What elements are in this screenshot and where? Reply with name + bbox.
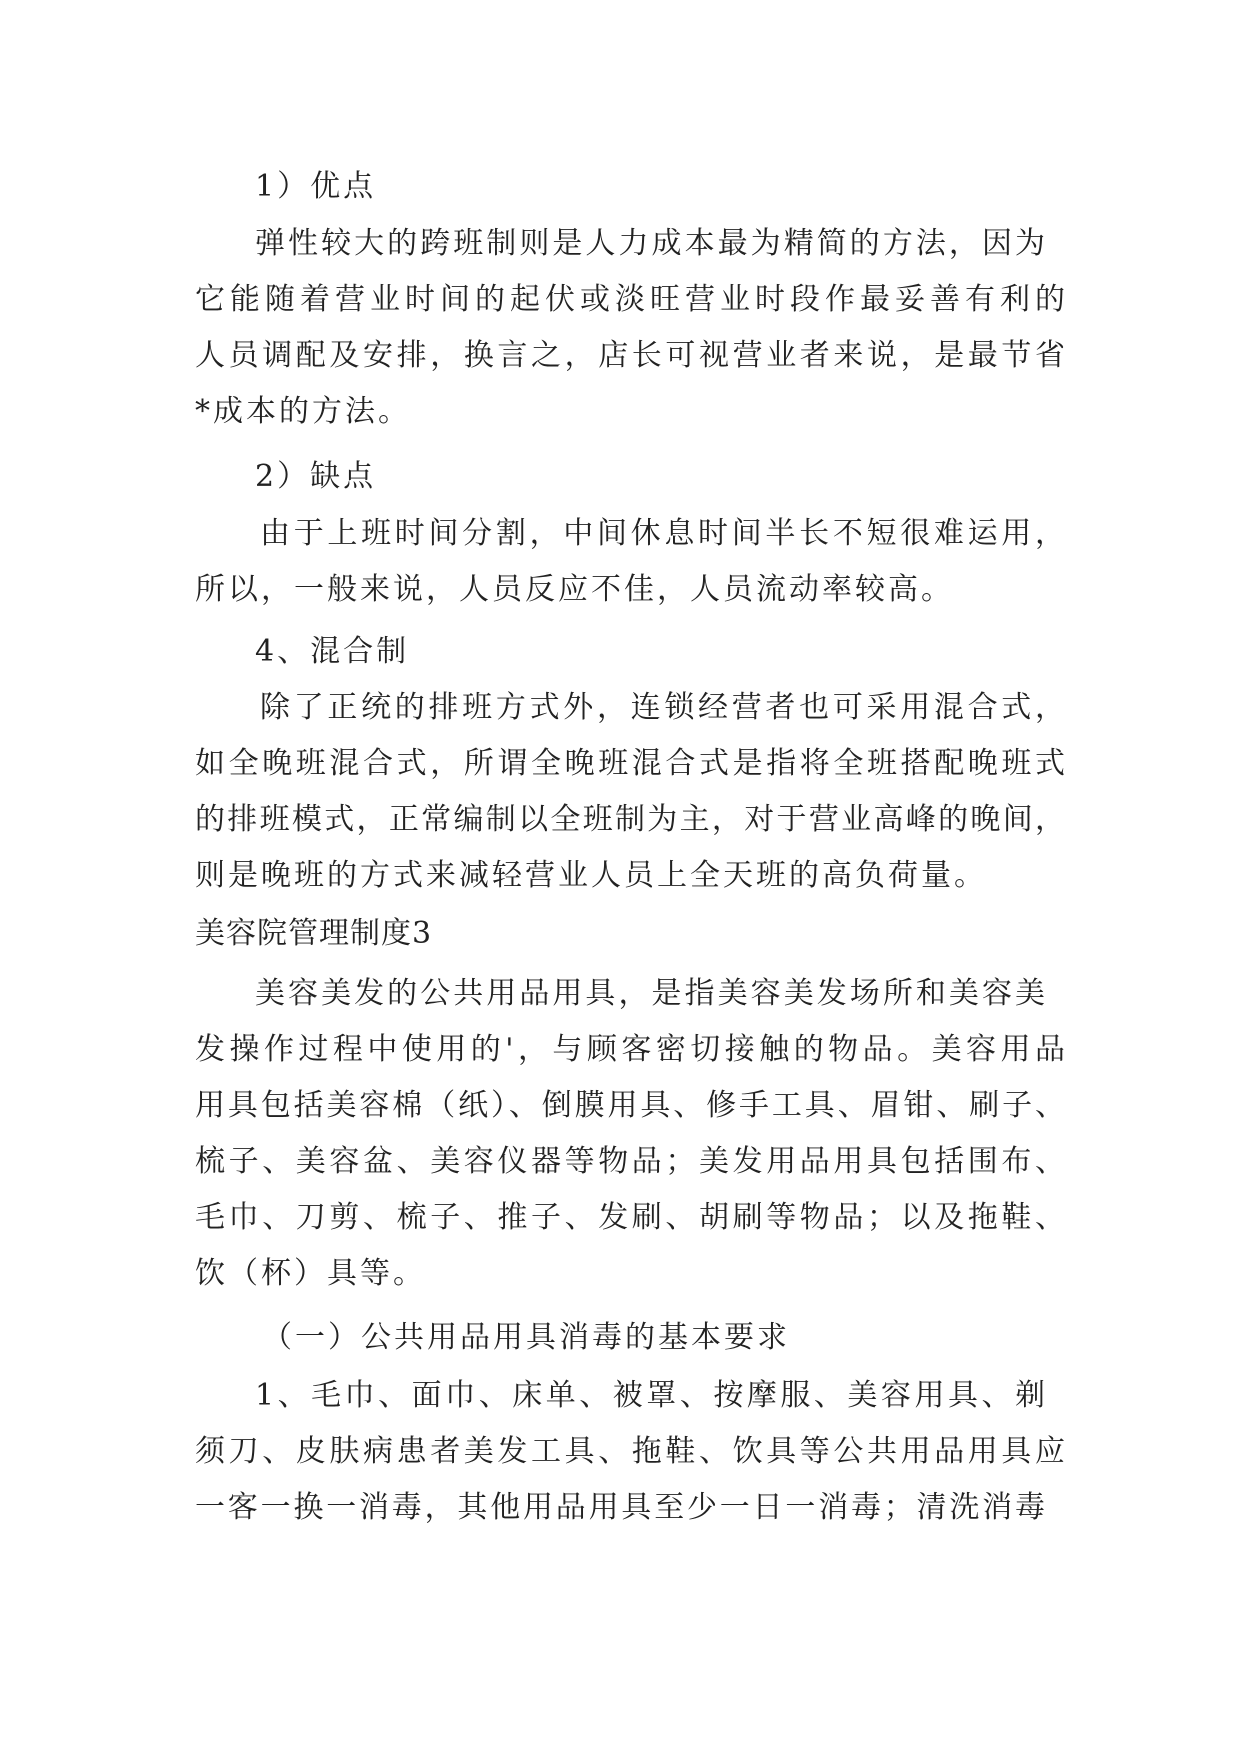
paragraph-line: 它能随着营业时间的起伏或淡旺营业时段作最妥善有利的: [195, 282, 1065, 317]
paragraph-line: 弹性较大的跨班制则是人力成本最为精简的方法，因为: [255, 226, 1045, 261]
paragraph-line: 的排班模式，正常编制以全班制为主，对于营业高峰的晚间，: [195, 802, 1065, 837]
paragraph-line: 一客一换一消毒，其他用品用具至少一日一消毒；清洗消毒: [195, 1490, 1045, 1525]
paragraph-line: 饮（杯）具等。: [195, 1256, 426, 1291]
paragraph-line: 人员调配及安排，换言之，店长可视营业者来说，是最节省: [195, 338, 1065, 373]
paragraph-line: 毛巾、刀剪、梳子、推子、发刷、胡刷等物品；以及拖鞋、: [195, 1200, 1065, 1235]
paragraph-line: 用具包括美容棉（纸）、倒膜用具、修手工具、眉钳、刷子、: [195, 1088, 1065, 1123]
paragraph-line: 梳子、美容盆、美容仪器等物品；美发用品用具包括围布、: [195, 1144, 1065, 1179]
paragraph-line: 1、毛巾、面巾、床单、被罩、按摩服、美容用具、剃: [255, 1378, 1045, 1413]
heading-disadvantages: 2）缺点: [255, 459, 377, 494]
subsection-heading: （一）公共用品用具消毒的基本要求: [262, 1320, 790, 1355]
heading-advantages: 1）优点: [255, 169, 377, 204]
paragraph-line: 由于上班时间分割，中间休息时间半长不短很难运用，: [260, 516, 1065, 551]
heading-mixed-system: 4、混合制: [255, 634, 410, 669]
paragraph-line: *成本的方法。: [195, 394, 411, 429]
paragraph-line: 发操作过程中使用的'，与顾客密切接触的物品。美容用品: [195, 1032, 1065, 1067]
paragraph-line: 美容美发的公共用品用具，是指美容美发场所和美容美: [255, 976, 1045, 1011]
section-title: 美容院管理制度3: [195, 916, 433, 951]
paragraph-line: 如全晚班混合式，所谓全晚班混合式是指将全班搭配晚班式: [195, 746, 1065, 781]
paragraph-line: 除了正统的排班方式外，连锁经营者也可采用混合式，: [260, 690, 1065, 725]
paragraph-line: 所以，一般来说，人员反应不佳，人员流动率较高。: [195, 572, 954, 607]
paragraph-line: 须刀、皮肤病患者美发工具、拖鞋、饮具等公共用品用具应: [195, 1434, 1065, 1469]
paragraph-line: 则是晚班的方式来减轻营业人员上全天班的高负荷量。: [195, 858, 987, 893]
